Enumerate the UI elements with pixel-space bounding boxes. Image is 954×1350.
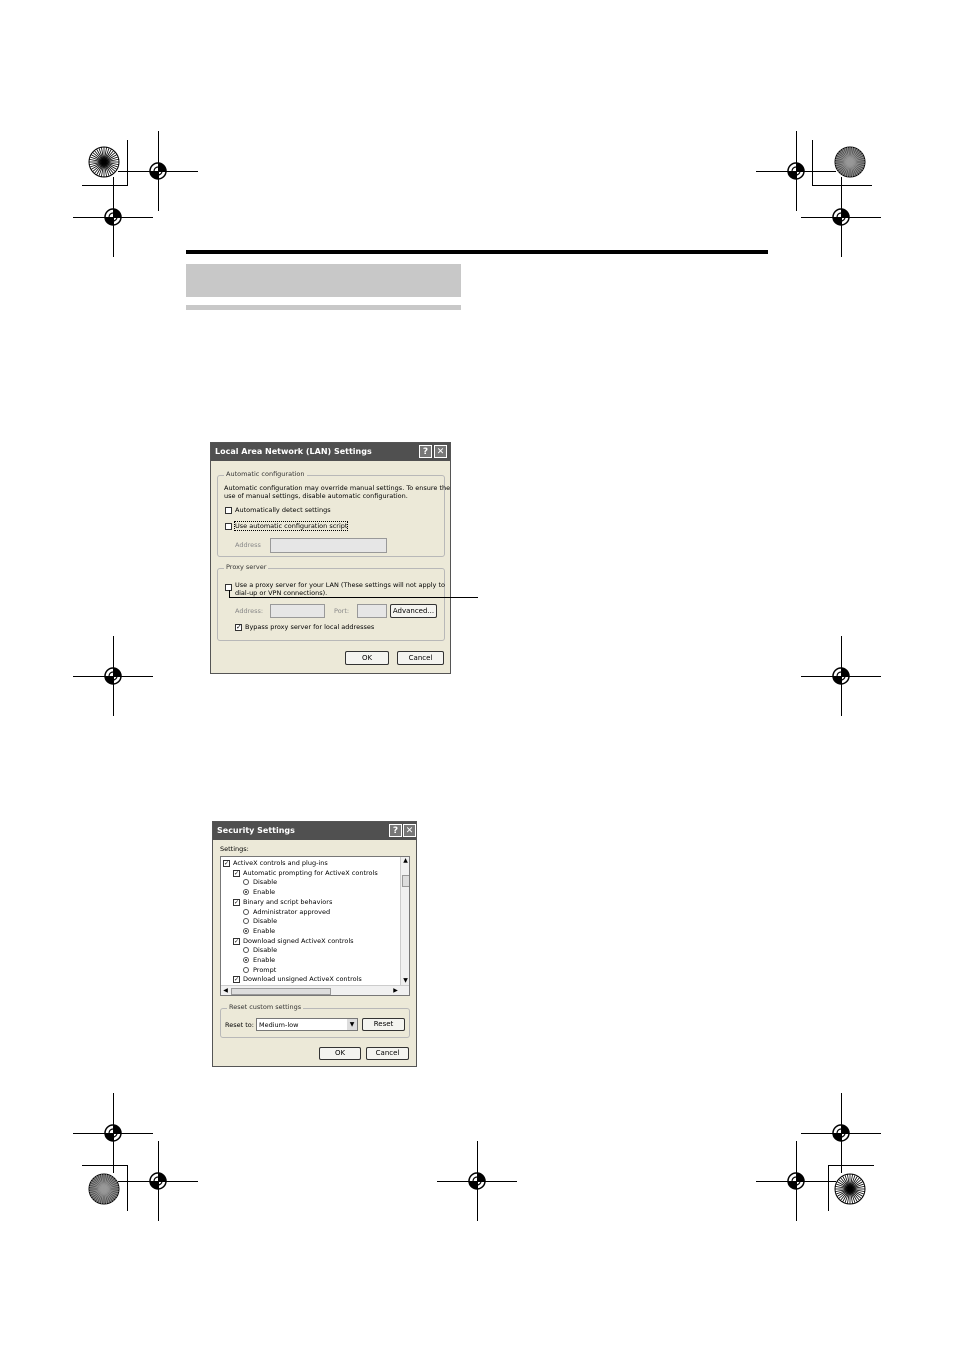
- setting-icon: ✓: [234, 937, 240, 945]
- option-radio[interactable]: [243, 928, 249, 934]
- callout-line-vertical: [229, 590, 230, 598]
- auto-detect-label: Automatically detect settings: [235, 506, 331, 514]
- crop-mark: [812, 185, 872, 186]
- lan-cancel-button[interactable]: Cancel: [397, 651, 444, 665]
- setting-icon: ✓: [234, 869, 240, 877]
- option-radio[interactable]: [243, 947, 249, 953]
- vertical-scrollbar[interactable]: [400, 857, 410, 985]
- tree-row-label: Enable: [253, 888, 276, 897]
- proxy-server-group: [217, 563, 445, 641]
- crop-mark: [127, 1165, 128, 1211]
- crop-mark: [828, 1165, 829, 1211]
- close-button[interactable]: ✕: [403, 824, 416, 837]
- lan-ok-button[interactable]: OK: [345, 651, 389, 665]
- auto-config-legend: Automatic configuration: [226, 470, 305, 478]
- tree-row-label: Administrator approved: [253, 907, 331, 916]
- help-button[interactable]: ?: [389, 824, 402, 837]
- registration-mark-icon: [146, 1169, 170, 1193]
- lan-dialog-titlebar: [211, 443, 450, 461]
- tree-row-label: ActiveX controls and plug-ins: [233, 859, 328, 867]
- option-radio[interactable]: [243, 879, 249, 885]
- color-target-icon: [88, 146, 120, 178]
- use-proxy-label-2: dial-up or VPN connections).: [235, 589, 328, 597]
- option-radio[interactable]: [243, 918, 249, 924]
- lan-dialog-title: Local Area Network (LAN) Settings: [215, 447, 372, 456]
- proxy-legend: Proxy server: [226, 563, 267, 571]
- option-radio[interactable]: [243, 967, 249, 973]
- proxy-address-label: Address:: [235, 607, 264, 615]
- horizontal-scrollbar[interactable]: [221, 985, 409, 996]
- proxy-port-label: Port:: [334, 607, 350, 615]
- use-script-checkbox[interactable]: [225, 523, 232, 530]
- auto-config-description-2: use of manual settings, disable automatic configuration.: [224, 492, 408, 500]
- registration-mark-icon: [101, 205, 125, 229]
- security-dialog-title: Security Settings: [217, 826, 295, 835]
- reset-to-label: Reset to:: [225, 1021, 254, 1029]
- crop-mark: [828, 1165, 874, 1166]
- tree-row-label: Disable: [253, 878, 278, 887]
- close-button[interactable]: ✕: [434, 445, 447, 458]
- color-target-icon: [834, 1173, 866, 1205]
- section-underline: [186, 305, 461, 310]
- reset-to-select[interactable]: [256, 1018, 358, 1031]
- script-address-input[interactable]: [270, 538, 387, 553]
- tree-row-label: Disable: [253, 946, 278, 955]
- crop-mark: [82, 1165, 128, 1166]
- tree-row-label: Enable: [253, 956, 276, 964]
- auto-config-description-1: Automatic configuration may override manual settings. To ensure the: [224, 484, 451, 492]
- security-ok-button[interactable]: OK: [319, 1047, 361, 1060]
- registration-mark-icon: [829, 205, 853, 229]
- tree-row-label: Download unsigned ActiveX controls: [243, 975, 362, 984]
- crop-mark: [127, 140, 128, 186]
- callout-line-horizontal: [230, 597, 478, 598]
- settings-tree-list[interactable]: [220, 856, 410, 996]
- tree-row-label: Prompt: [253, 965, 277, 974]
- crop-mark: [82, 185, 128, 186]
- proxy-port-input[interactable]: [357, 604, 387, 618]
- proxy-address-input[interactable]: [270, 604, 325, 618]
- settings-label: Settings:: [220, 845, 249, 853]
- reset-button[interactable]: Reset: [362, 1018, 405, 1031]
- option-radio[interactable]: [243, 957, 249, 963]
- auto-config-group: [217, 470, 451, 557]
- scroll-right-arrow[interactable]: ▶: [393, 987, 398, 994]
- reset-custom-group: [220, 1003, 410, 1038]
- horizontal-scroll-thumb[interactable]: [231, 988, 331, 995]
- option-radio[interactable]: [243, 909, 249, 915]
- category-icon: ✓: [224, 860, 230, 867]
- registration-mark-icon: [784, 1169, 808, 1193]
- help-button[interactable]: ?: [419, 445, 432, 458]
- bypass-local-checkbox[interactable]: ✓: [236, 623, 242, 631]
- scroll-up-arrow[interactable]: ▲: [403, 857, 408, 864]
- tree-row-label: Binary and script behaviors: [243, 897, 333, 906]
- registration-mark-icon: [829, 1121, 853, 1145]
- section-heading-box: [186, 264, 461, 297]
- registration-mark-icon: [465, 1169, 489, 1193]
- scroll-down-arrow[interactable]: ▼: [403, 977, 408, 984]
- tree-row-label: Disable: [253, 917, 278, 926]
- scroll-left-arrow[interactable]: ◀: [223, 987, 228, 994]
- color-target-icon: [88, 1173, 120, 1205]
- reset-legend: Reset custom settings: [229, 1003, 302, 1011]
- use-proxy-label-1: Use a proxy server for your LAN (These settings will not apply to: [235, 581, 445, 589]
- header-rule: [186, 250, 768, 254]
- registration-mark-icon: [101, 664, 125, 688]
- setting-icon: ✓: [234, 976, 240, 984]
- security-dialog-titlebar: [213, 822, 416, 840]
- chevron-down-icon[interactable]: ▼: [347, 1019, 357, 1030]
- security-settings-dialog: [212, 821, 417, 1067]
- crop-mark: [812, 140, 813, 186]
- registration-mark-icon: [829, 664, 853, 688]
- script-address-label: Address: [235, 541, 261, 549]
- registration-mark-icon: [784, 159, 808, 183]
- registration-mark-icon: [101, 1121, 125, 1145]
- color-target-icon: [834, 146, 866, 178]
- tree-row-label: Download signed ActiveX controls: [243, 936, 354, 945]
- auto-detect-checkbox[interactable]: [225, 507, 232, 514]
- security-cancel-button[interactable]: Cancel: [366, 1047, 409, 1060]
- setting-icon: ✓: [234, 898, 240, 906]
- lan-settings-dialog: [210, 442, 451, 674]
- tree-row-label: Automatic prompting for ActiveX controls: [243, 868, 378, 877]
- bypass-local-label: Bypass proxy server for local addresses: [245, 623, 375, 631]
- registration-mark-icon: [146, 159, 170, 183]
- scroll-thumb[interactable]: [402, 875, 410, 887]
- reset-to-value: Medium-low: [259, 1021, 299, 1029]
- tree-row-label: Enable: [253, 926, 276, 935]
- use-script-label: Use automatic configuration script: [235, 522, 348, 530]
- advanced-button[interactable]: Advanced...: [390, 604, 437, 618]
- option-radio[interactable]: [243, 889, 249, 895]
